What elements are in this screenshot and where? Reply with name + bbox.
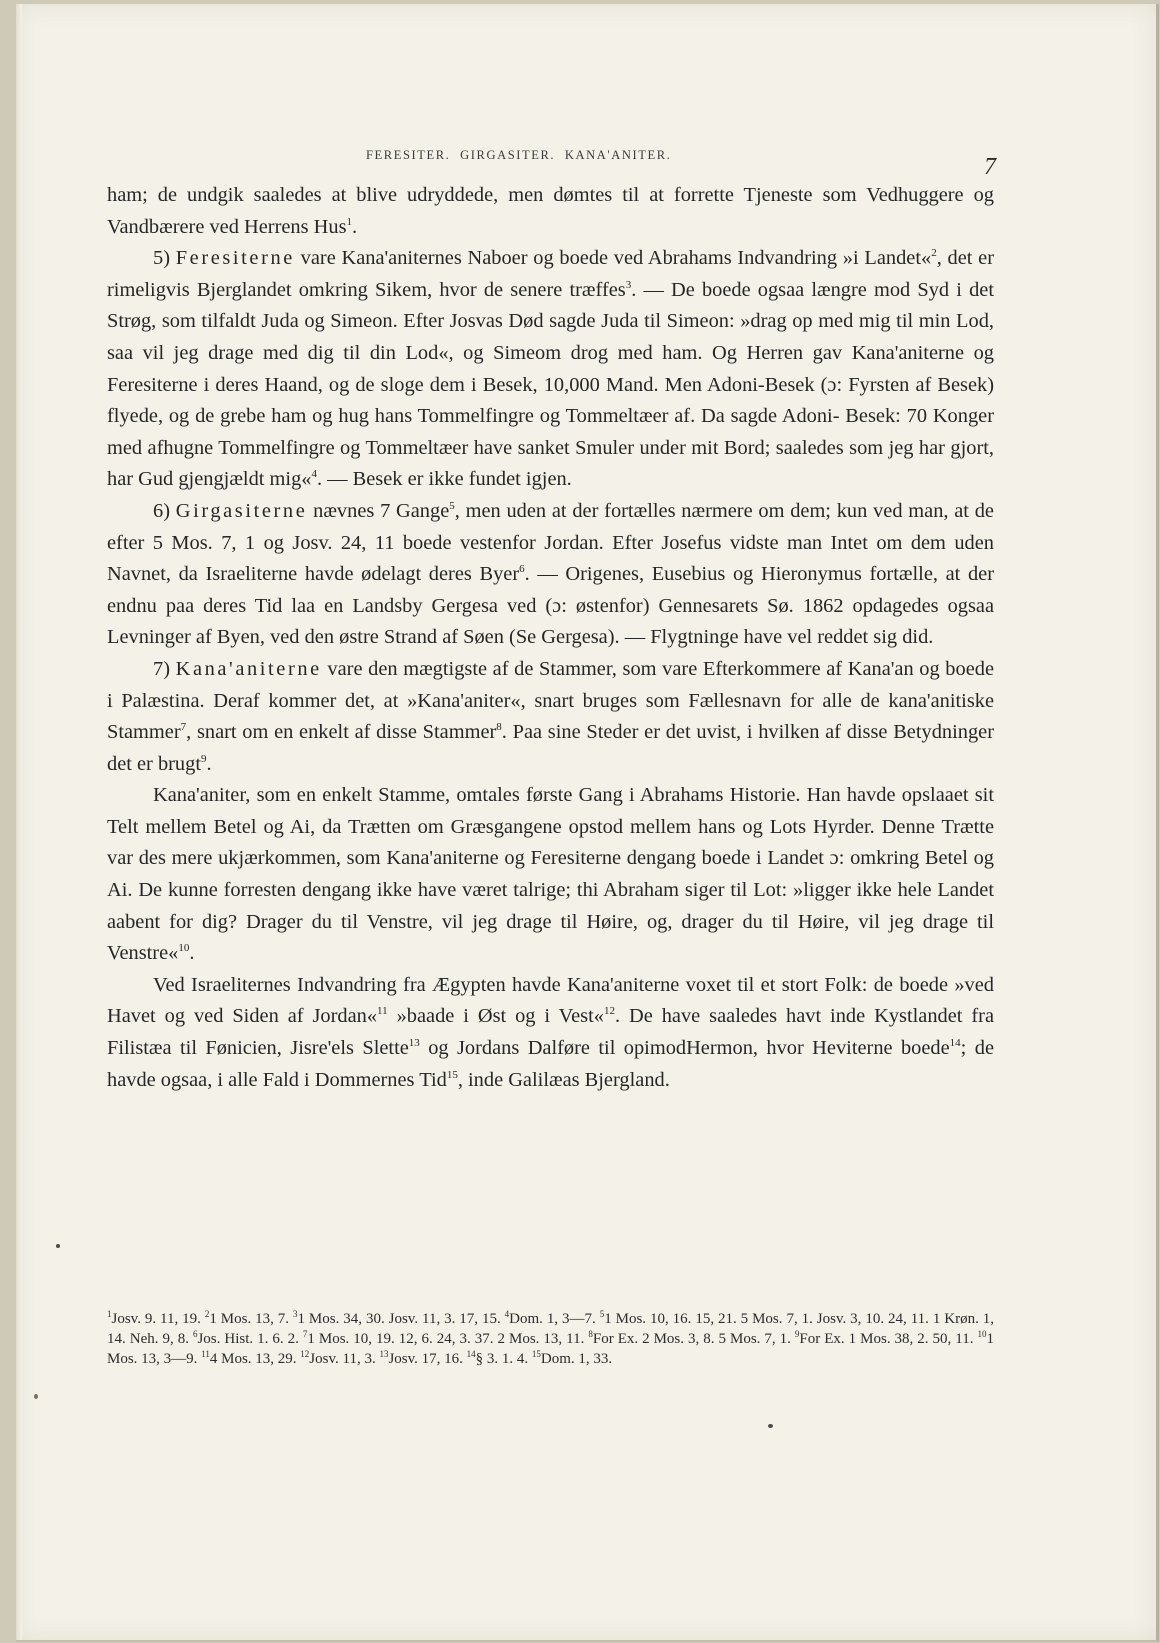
footnote-ref: 5 (449, 499, 455, 512)
footnote-number: 10 (977, 1329, 987, 1339)
footnote-ref: 15 (446, 1068, 458, 1081)
book-page (16, 4, 1159, 1642)
footnote-ref: 13 (408, 1037, 420, 1050)
footnote-entry (532, 1351, 612, 1367)
footnote-number: 13 (379, 1349, 389, 1359)
ink-speck (56, 1244, 60, 1248)
footnote-text: For Ex. 1 Mos. 38, 2. 50, 11. (799, 1331, 978, 1347)
footnote-number: 2 (204, 1309, 210, 1319)
footnote-ref: 1 (346, 215, 353, 228)
footnote-entry (300, 1351, 379, 1367)
running-head: FERESITER. GIRGASITER. KANA'ANITER. (366, 148, 672, 162)
page-number: 7 (984, 154, 996, 180)
footnote-text: Josv. 17, 16. (388, 1351, 467, 1367)
footnote-entry (205, 1311, 293, 1327)
footnote-text: 1 Mos. 13, 3—9. (107, 1331, 994, 1367)
footnote-entry (293, 1311, 505, 1327)
section-name: Kana'aniterne (175, 657, 322, 680)
footnote-number: 7 (302, 1329, 308, 1339)
footnote-number: 4 (504, 1309, 510, 1319)
footnote-number: 11 (201, 1349, 210, 1359)
footnote-ref: 9 (201, 752, 207, 765)
footnote-number: 3 (293, 1309, 298, 1319)
section-name: Feresiterne (175, 247, 295, 270)
footnote-ref: 6 (519, 563, 525, 576)
paragraph-indvandring: Ved Israeliternes Indvandring fra Ægypten havde Kana'aniterne voxet til et stort Folk: de boede »ved Havet og ved Siden af Jordan«$^{11}$ »baade i Øst og i Vest«$^{12}$. De have saaledes havt inde Kystlandet fra Filistæa til Fønicien, Jisre'els Slette$^{13}$ og Jordans Dalføre til opimodHermon, hvor Heviterne boede$^{14}$; de havde ogsaa, i alle Fald i Dommernes Tid$^{15}$, inde Galilæas Bjergland. (107, 973, 995, 1091)
footnote-text: Dom. 1, 3—7. (509, 1311, 600, 1327)
footnote-entry (193, 1331, 303, 1347)
paragraph-girgasiterne: 6) Girgasiterne nævnes 7 Gange$^5$, men uden at der fortælles nærmere om dem; kun ved man, at de efter 5 Mos. 7, 1 og Josv. 24, 11 boede vestenfor Jordan. Efter Josefus vidste man Intet om dem uden Navnet, da Israeliterne havde ødelagt deres Byer$^6$. — Origenes, Eusebius og Hieronymus fortælle, at der endnu paa deres Tid laa en Landsby Gergesa ved (ɔ: østenfor) Gennesarets Sø. 1862 opdagedes ogsaa Levninger af Byen, ved den østre Strand af Søen (Se Gergesa). — Flygtninge have vel reddet sig did. (107, 499, 994, 649)
section-name: Girgasiterne (175, 499, 308, 522)
footnote-entry (201, 1351, 300, 1367)
footnote-text: For Ex. 2 Mos. 3, 8. 5 Mos. 7, 1. (592, 1331, 795, 1347)
page-spine-shadow (16, 4, 22, 1640)
footnote-ref: 4 (311, 468, 317, 481)
footnote-entry (795, 1331, 978, 1347)
footnote-number: 14 (466, 1349, 476, 1359)
footnote-text: 4 Mos. 13, 29. (209, 1351, 301, 1367)
footnote-list (107, 1309, 994, 1369)
paragraph-feresiterne: 5) Feresiterne vare Kana'aniternes Naboer og boede ved Abrahams Indvandring »i Landet«$^2$, det er rimeligvis Bjerglandet omkring Sikem, hvor de senere træffes$^3$. — De boede ogsaa længre mod Syd i det Strøg, som tilfaldt Juda og Simeon. Efter Josvas Død sagde Juda til Simeon: »drag op med mig til min Lod, saa vil jeg drage med dig til din Lod«, og Simeom drog med ham. Og Herren gav Kana'aniterne og Feresiterne i deres Haand, og de sloge dem i Besek, 10,000 Mand. Men Adoni-Besek (ɔ: Fyrsten af Besek) flyede, og de grebe ham og hug hans Tommelfingre og Tommeltæer af. Da sagde Adoni- Besek: 70 Konger med afhugne Tommelfingre og Tommeltæer have sanket Smuler under mit Bord; saaledes som jeg har gjort, har Gud gjengjældt mig«$^4$. — Besek er ikke fundet igjen. (107, 247, 995, 491)
body-text (107, 180, 994, 1096)
footnote-number: 12 (300, 1349, 310, 1359)
footnote-entry (107, 1311, 205, 1327)
footnote-text: 1 Mos. 10, 19. 12, 6. 24, 3. 37. 2 Mos. 13, 11. (307, 1331, 589, 1347)
footnote-ref: 11 (377, 1005, 388, 1018)
footnote-ref: 14 (949, 1037, 961, 1050)
footnote-text: 1 Mos. 13, 7. (209, 1311, 293, 1327)
footnote-text: § 3. 1. 4. (475, 1351, 532, 1367)
footnote-number: 9 (794, 1329, 800, 1339)
footnote-text: 1 Mos. 10, 16. 15, 21. 5 Mos. 7, 1. Josv. 3, 10. 24, 11. 1 Krøn. 1, 14. Neh. 9, 8. (107, 1311, 994, 1347)
footnote-text: 1 Mos. 34, 30. Josv. 11, 3. 17, 15. (297, 1311, 505, 1327)
footnote-ref: 3 (625, 278, 632, 291)
footnote-text: Josv. 9. 11, 19. (111, 1311, 205, 1327)
footnote-text: Jos. Hist. 1. 6. 2. (197, 1331, 303, 1347)
ink-speck (34, 1394, 38, 1399)
footnotes (107, 1309, 994, 1369)
paragraph-kanaaniterne: 7) Kana'aniterne vare den mægtigste af de Stammer, som vare Efterkommere af Kana'an og boede i Palæstina. Deraf kommer det, at »Kana'aniter«, snart bruges som Fællesnavn for alle de kana'anitiske Stammer$^7$, snart om en enkelt af disse Stammer$^8$. Paa sine Steder er det uvist, i hvilken af disse Betydninger det er brugt$^9$. (107, 657, 994, 775)
footnote-number: 6 (192, 1329, 198, 1339)
footnote-entry (379, 1351, 466, 1367)
paragraph-intro: ham; de undgik saaledes at blive udryddede, men dømtes til at forrette Tjeneste som Vedhuggere og Vandbærere ved Herrens Hus$^1$. (107, 184, 994, 238)
footnote-entry (467, 1351, 532, 1367)
ink-speck (768, 1424, 773, 1428)
footnote-ref: 8 (496, 721, 502, 734)
footnote-ref: 12 (603, 1005, 615, 1018)
footnote-ref: 7 (180, 721, 187, 734)
footnote-text: Josv. 11, 3. (309, 1351, 380, 1367)
footnote-number: 15 (531, 1349, 541, 1359)
footnote-number: 8 (588, 1329, 593, 1339)
footnote-ref: 2 (931, 247, 937, 260)
footnote-entry (588, 1331, 795, 1347)
footnote-entry (505, 1311, 600, 1327)
footnote-ref: 10 (178, 942, 190, 955)
footnote-number: 1 (107, 1309, 112, 1319)
paragraph-abraham: Kana'aniter, som en enkelt Stamme, omtales første Gang i Abrahams Historie. Han havde opslaaet sit Telt mellem Betel og Ai, da Trætten om Græsgangene opstod mellem hans og Lots Hyrder. Denne Trætte var des mere ukjærkommen, som Kana'aniterne og Feresiterne dengang boede i Landet ɔ: omkring Betel og Ai. De kunne forresten dengang ikke have været talrige; thi Abraham siger til Lot: »ligger ikke hele Landet aabent for dig? Drager du til Venstre, vil jeg drage til Høire, og, drager du til Høire, vil jeg drage til Venstre«$^{10}$. (107, 784, 994, 965)
footnote-number: 5 (599, 1309, 605, 1319)
footnote-entry (303, 1331, 588, 1347)
footnote-text: Dom. 1, 33. (540, 1351, 613, 1367)
